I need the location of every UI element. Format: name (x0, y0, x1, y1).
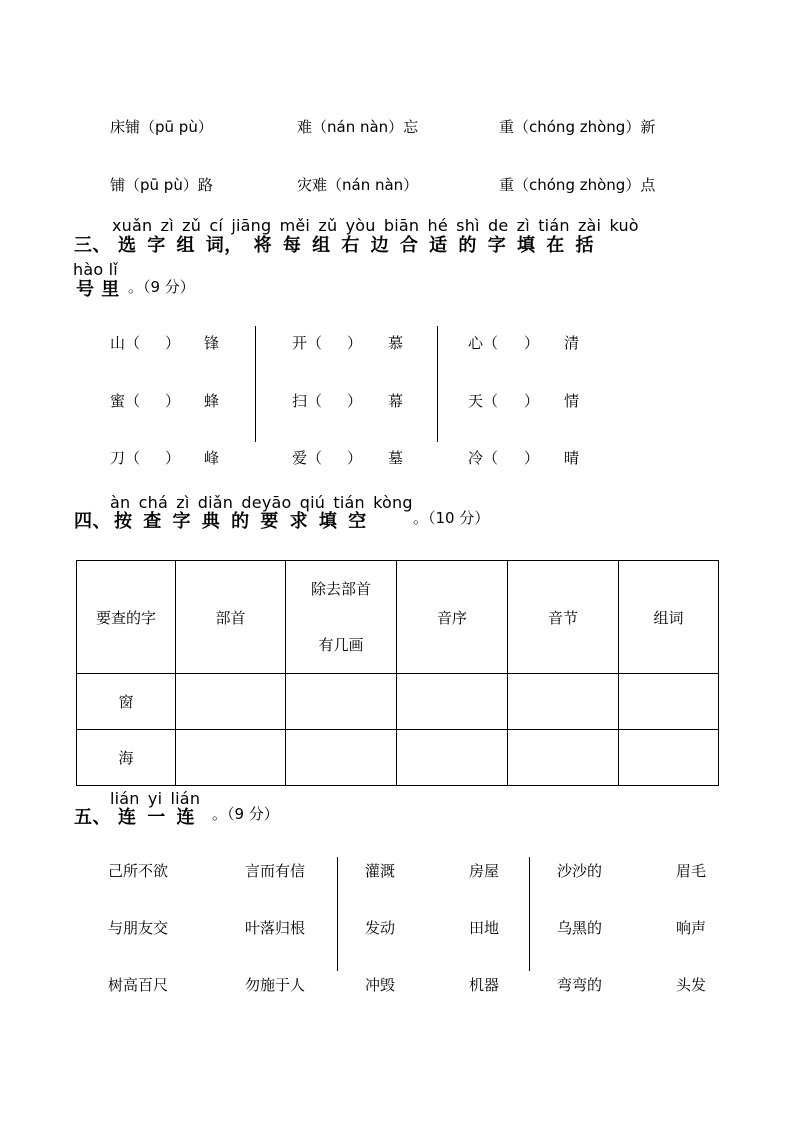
choice-close: ） (347, 392, 363, 410)
match-item[interactable]: 言而有信 (245, 862, 306, 880)
choice-option: 蜂 (204, 392, 220, 410)
header-cell-line: 有几画 (318, 636, 364, 654)
table-header-row (77, 561, 719, 674)
blank-cell[interactable] (508, 674, 619, 730)
match-item[interactable]: 头发 (676, 976, 707, 994)
section5-title: 连 一 连 (118, 807, 196, 828)
choice-prefix: 刀（ (110, 449, 141, 467)
choice-close: ） (347, 449, 363, 467)
choice-option: 晴 (564, 449, 580, 467)
group-divider (255, 326, 256, 442)
blank-cell[interactable] (397, 730, 508, 786)
choice-option: 峰 (204, 449, 220, 467)
match-item[interactable]: 田地 (469, 919, 500, 937)
choice-close: ） (165, 449, 181, 467)
choice-option: 墓 (388, 449, 404, 467)
polyphone-item: 重（chóng zhòng）点 (499, 176, 656, 194)
blank-cell[interactable] (508, 730, 619, 786)
section4-title: 按 查 字 典 的 要 求 填 空 (114, 511, 367, 532)
character-cell: 窗 (77, 674, 176, 730)
header-cell: 要查的字 (77, 561, 176, 674)
blank-cell[interactable] (619, 674, 719, 730)
section4-score: 。（10 分） (413, 509, 490, 527)
match-item[interactable]: 乌黑的 (557, 919, 603, 937)
polyphone-item: 床铺（pū pù） (110, 118, 213, 136)
header-cell: 组词 (619, 561, 719, 674)
header-cell: 部首 (176, 561, 286, 674)
group-divider (337, 857, 338, 971)
blank-cell[interactable] (286, 674, 397, 730)
choice-close: ） (165, 334, 181, 352)
choice-option: 幕 (388, 392, 404, 410)
match-item[interactable]: 与朋友交 (108, 919, 169, 937)
choice-close: ） (165, 392, 181, 410)
choice-close: ） (524, 334, 540, 352)
match-item[interactable]: 沙沙的 (557, 862, 603, 880)
match-item[interactable]: 叶落归根 (245, 919, 306, 937)
blank-cell[interactable] (397, 674, 508, 730)
choice-option: 慕 (388, 334, 404, 352)
section3-score: 。（9 分） (128, 278, 195, 296)
section3-pinyin-line1: xuǎn zì zǔ cí jiāng měi zǔ yòu biān hé shì de zì tián zài kuò (112, 216, 639, 235)
dictionary-lookup-table (76, 560, 719, 786)
blank-cell[interactable] (286, 730, 397, 786)
header-cell-line: 除去部首 (310, 580, 371, 598)
choice-option: 情 (564, 392, 580, 410)
polyphone-item: 难（nán nàn）忘 (297, 118, 419, 136)
match-item[interactable]: 发动 (365, 919, 396, 937)
section3-title-line2: 号 里 (76, 279, 120, 300)
group-divider (529, 857, 530, 971)
section5-pinyin: lián yi lián (110, 789, 201, 808)
choice-prefix: 山（ (110, 334, 141, 352)
choice-prefix: 心（ (468, 334, 499, 352)
choice-close: ） (347, 334, 363, 352)
table-row (77, 674, 719, 730)
choice-prefix: 扫（ (292, 392, 323, 410)
match-item[interactable]: 房屋 (469, 862, 500, 880)
match-item[interactable]: 树高百尺 (108, 976, 169, 994)
match-item[interactable]: 己所不欲 (108, 862, 169, 880)
character-cell: 海 (77, 730, 176, 786)
choice-prefix: 冷（ (468, 449, 499, 467)
choice-prefix: 天（ (468, 392, 499, 410)
blank-cell[interactable] (176, 674, 286, 730)
choice-option: 锋 (204, 334, 220, 352)
group-divider (437, 326, 438, 442)
section3-pinyin-line2: hào lǐ (73, 260, 118, 279)
choice-prefix: 开（ (292, 334, 323, 352)
table-row (77, 730, 719, 786)
polyphone-item: 重（chóng zhòng）新 (499, 118, 656, 136)
choice-close: ） (524, 392, 540, 410)
match-item[interactable]: 眉毛 (676, 862, 707, 880)
match-item[interactable]: 响声 (676, 919, 707, 937)
section3-title-line1: 选 字 组 词， 将 每 组 右 边 合 适 的 字 填 在 括 (118, 235, 594, 256)
choice-prefix: 爱（ (292, 449, 323, 467)
blank-cell[interactable] (176, 730, 286, 786)
match-item[interactable]: 弯弯的 (557, 976, 603, 994)
polyphone-item: 灾难（nán nàn） (297, 176, 419, 194)
match-item[interactable]: 灌溉 (365, 862, 396, 880)
section4-number: 四、 (74, 511, 111, 532)
match-item[interactable]: 勿施于人 (245, 976, 306, 994)
section5-score: 。（9 分） (212, 805, 279, 823)
section3-number: 三、 (74, 235, 111, 256)
blank-cell[interactable] (619, 730, 719, 786)
header-cell: 音节 (508, 561, 619, 674)
polyphone-item: 铺（pū pù）路 (110, 176, 213, 194)
header-cell: 音序 (397, 561, 508, 674)
choice-prefix: 蜜（ (110, 392, 141, 410)
section5-number: 五、 (74, 807, 111, 828)
match-item[interactable]: 冲毁 (365, 976, 396, 994)
choice-option: 清 (564, 334, 580, 352)
header-cell (286, 561, 397, 674)
section4-pinyin: àn chá zì diǎn deyāo qiú tián kòng (110, 493, 413, 512)
match-item[interactable]: 机器 (469, 976, 500, 994)
choice-close: ） (524, 449, 540, 467)
